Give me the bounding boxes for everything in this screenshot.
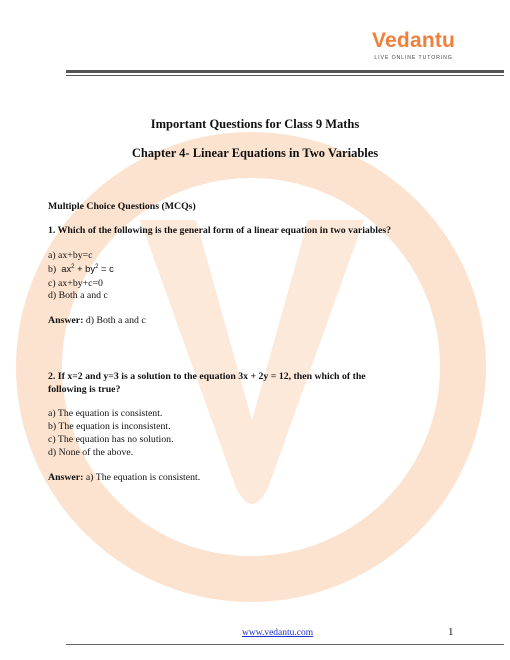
- q1-answer-value: d) Both a and c: [85, 315, 146, 326]
- q2-answer-label: Answer:: [48, 472, 84, 483]
- q2-answer-value: a) The equation is consistent.: [85, 472, 201, 483]
- question-2-text-line2: following is true?: [48, 384, 121, 395]
- q1-answer: [48, 315, 146, 327]
- eq-rhs: = c: [98, 263, 114, 274]
- question-1-text: 1. Which of the following is the general form of a linear equation in two variables?: [48, 225, 392, 236]
- vedantu-logo[interactable]: [372, 30, 455, 61]
- q2-option-c: c) The equation has no solution.: [48, 434, 174, 445]
- watermark-ring: [39, 155, 463, 579]
- eq-exponent-2: 2: [95, 264, 99, 270]
- q1-option-b-prefix: b): [48, 264, 57, 275]
- q2-option-a: a) The equation is consistent.: [48, 408, 163, 419]
- q1-option-a: a) ax+by=c: [48, 250, 93, 261]
- q1-option-b-equation: [59, 263, 114, 274]
- header-divider: [66, 70, 504, 73]
- eq-term-by: + by: [74, 263, 96, 274]
- question-2-text-line1: 2. If x=2 and y=3 is a solution to the equation 3x + 2y = 12, then which of the: [48, 371, 366, 382]
- q1-answer-label: Answer:: [48, 315, 84, 326]
- page-number: 1: [448, 626, 454, 638]
- watermark-v-mark: [140, 220, 364, 504]
- footer-divider: [66, 644, 504, 645]
- q1-option-b: [48, 263, 114, 276]
- website-link[interactable]: www.vedantu.com: [242, 628, 314, 638]
- section-heading: Multiple Choice Questions (MCQs): [48, 201, 196, 212]
- q2-option-d: d) None of the above.: [48, 447, 134, 458]
- logo-wordmark: Vedantu: [372, 29, 456, 52]
- header-divider-thin: [66, 75, 504, 76]
- logo-tagline: LIVE ONLINE TUTORING: [374, 55, 453, 61]
- q2-option-b: b) The equation is inconsistent.: [48, 421, 171, 432]
- eq-exponent-1: 2: [71, 264, 75, 270]
- q1-option-c: c) ax+by+c=0: [48, 278, 103, 289]
- chapter-title: Chapter 4- Linear Equations in Two Variables: [131, 146, 379, 160]
- q1-option-d: d) Both a and c: [48, 290, 108, 301]
- eq-term-ax: ax: [61, 263, 72, 274]
- document-title: Important Questions for Class 9 Maths: [150, 117, 360, 131]
- q2-answer: [48, 472, 200, 484]
